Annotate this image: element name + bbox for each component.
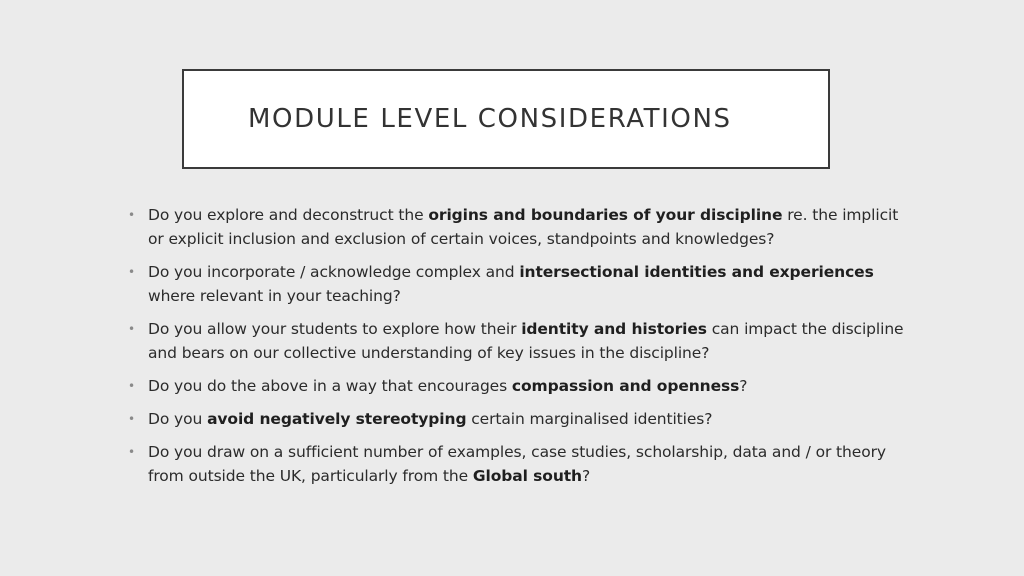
- bullet-icon: •: [128, 208, 135, 222]
- bullet-text: re. the implicit or explicit inclusion and exclusion of certain voices, standpoints and knowledges?: [148, 206, 899, 248]
- bullet-text: where relevant in your teaching?: [148, 287, 401, 305]
- bullet-emphasis: Global south: [472, 467, 582, 485]
- bullet-icon: •: [128, 265, 135, 279]
- bullet-item: [128, 203, 908, 251]
- bullet-item: [128, 440, 908, 488]
- bullet-text: Do you allow your students to explore how their: [148, 320, 522, 338]
- bullet-text: certain marginalised identities?: [466, 410, 713, 428]
- title-box: [182, 69, 830, 169]
- bullet-icon: •: [128, 322, 135, 336]
- bullet-icon: •: [128, 379, 135, 393]
- bullet-item: [128, 407, 908, 431]
- bullet-text: Do you: [148, 410, 208, 428]
- bullet-item: [128, 260, 908, 308]
- bullet-list: [128, 203, 908, 497]
- bullet-text: ?: [582, 467, 591, 485]
- slide-title: MODULE LEVEL CONSIDERATIONS: [248, 104, 732, 134]
- bullet-icon: •: [128, 412, 135, 426]
- bullet-item: [128, 317, 908, 365]
- bullet-text: Do you draw on a sufficient number of examples, case studies, scholarship, data and / or theory from outside the UK, particularly from the: [148, 443, 886, 485]
- bullet-emphasis: intersectional identities and experiences: [519, 263, 874, 281]
- bullet-text: ?: [739, 377, 748, 395]
- bullet-text: Do you explore and deconstruct the: [148, 206, 429, 224]
- bullet-item: [128, 374, 908, 398]
- bullet-emphasis: avoid negatively stereotyping: [207, 410, 467, 428]
- bullet-emphasis: identity and histories: [521, 320, 707, 338]
- bullet-text: Do you incorporate / acknowledge complex and: [148, 263, 520, 281]
- bullet-text: Do you do the above in a way that encourages: [148, 377, 512, 395]
- bullet-emphasis: compassion and openness: [511, 377, 740, 395]
- bullet-emphasis: origins and boundaries of your discipline: [428, 206, 783, 224]
- bullet-text: can impact the discipline and bears on our collective understanding of key issues in the discipline?: [148, 320, 904, 362]
- bullet-icon: •: [128, 445, 135, 459]
